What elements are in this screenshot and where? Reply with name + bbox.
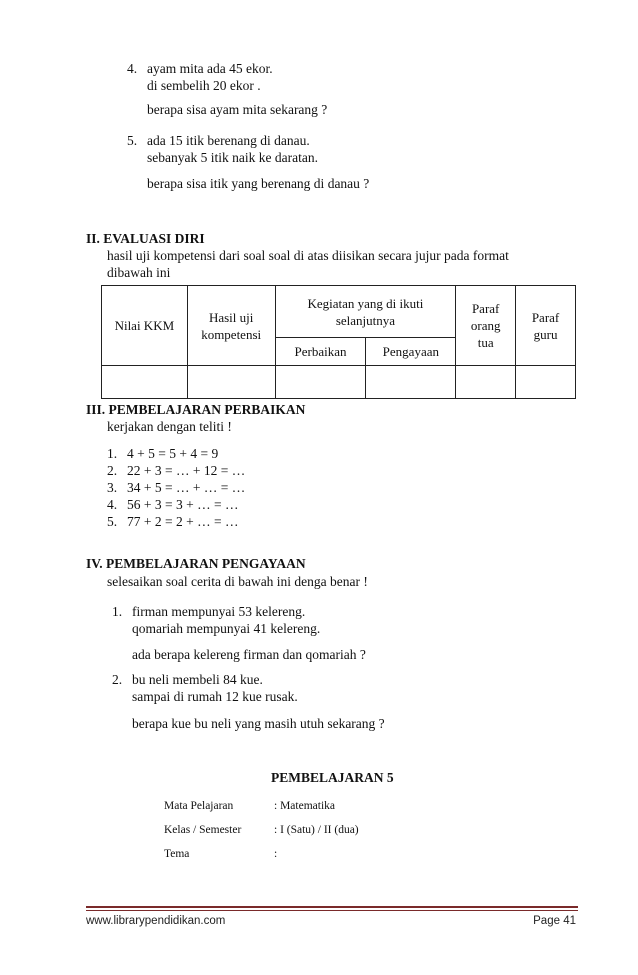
problem-4-question: berapa sisa ayam mita sekarang ? (147, 102, 328, 117)
info-value-mata-pelajaran: : Matematika (274, 800, 335, 812)
section-4-heading: IV. PEMBELAJARAN PENGAYAAN (86, 556, 306, 571)
problem-5-line2: sebanyak 5 itik naik ke daratan. (147, 150, 318, 165)
cell-perbaikan[interactable] (275, 366, 366, 399)
section-4-instruction: selesaikan soal cerita di bawah ini denga benar ! (107, 574, 368, 589)
info-label-kelas-semester: Kelas / Semester (164, 824, 242, 836)
exercise-2-number: 2. (107, 463, 118, 478)
story-2-line1: bu neli membeli 84 kue. (132, 672, 263, 687)
footer-divider-thin (86, 910, 578, 911)
section-3-instruction: kerjakan dengan teliti ! (107, 419, 232, 434)
cell-paraf-orang-tua[interactable] (456, 366, 516, 399)
exercise-2-text: 22 + 3 = … + 12 = … (127, 463, 246, 478)
problem-4-line1: ayam mita ada 45 ekor. (147, 61, 273, 76)
story-1-number: 1. (112, 604, 123, 619)
exercise-3-text: 34 + 5 = … + … = … (127, 480, 246, 495)
section-3-heading: III. PEMBELAJARAN PERBAIKAN (86, 402, 306, 417)
info-value-kelas-semester: : I (Satu) / II (dua) (274, 824, 359, 836)
exercise-4-text: 56 + 3 = 3 + … = … (127, 497, 239, 512)
cell-pengayaan[interactable] (366, 366, 456, 399)
header-kegiatan: Kegiatan yang di ikuti selanjutnya (275, 286, 456, 338)
header-pengayaan: Pengayaan (366, 338, 456, 366)
story-2-line2: sampai di rumah 12 kue rusak. (132, 689, 298, 704)
evaluation-table (101, 285, 576, 399)
problem-4-line2: di sembelih 20 ekor . (147, 78, 261, 93)
footer-divider (86, 906, 578, 908)
exercise-4-number: 4. (107, 497, 118, 512)
pembelajaran-5-title: PEMBELAJARAN 5 (271, 770, 394, 785)
footer-website: www.librarypendidikan.com (86, 915, 226, 927)
story-1-question: ada berapa kelereng firman dan qomariah ? (132, 647, 366, 662)
story-2-number: 2. (112, 672, 123, 687)
header-hasil-uji: Hasil uji kompetensi (187, 286, 275, 366)
cell-paraf-guru[interactable] (516, 366, 576, 399)
exercise-5-text: 77 + 2 = 2 + … = … (127, 514, 239, 529)
info-label-mata-pelajaran: Mata Pelajaran (164, 800, 234, 812)
header-nilai-kkm: Nilai KKM (102, 286, 188, 366)
problem-5-question: berapa sisa itik yang berenang di danau ? (147, 176, 370, 191)
exercise-1-text: 4 + 5 = 5 + 4 = 9 (127, 446, 219, 461)
exercise-3-number: 3. (107, 480, 118, 495)
info-value-tema: : (274, 848, 278, 860)
problem-5-line1: ada 15 itik berenang di danau. (147, 133, 310, 148)
header-paraf-orang-tua: Paraf orang tua (456, 286, 516, 366)
cell-nilai-kkm[interactable] (102, 366, 188, 399)
story-1-line1: firman mempunyai 53 kelereng. (132, 604, 306, 619)
cell-hasil-uji[interactable] (187, 366, 275, 399)
problem-4-number: 4. (127, 61, 138, 76)
story-1-line2: qomariah mempunyai 41 kelereng. (132, 621, 321, 636)
section-2-line2: dibawah ini (107, 265, 171, 280)
info-label-tema: Tema (164, 848, 190, 860)
exercise-5-number: 5. (107, 514, 118, 529)
header-paraf-guru: Paraf guru (516, 286, 576, 366)
problem-5-number: 5. (127, 133, 138, 148)
footer-page-number: Page 41 (533, 915, 576, 927)
section-2-heading: II. EVALUASI DIRI (86, 231, 205, 246)
header-perbaikan: Perbaikan (275, 338, 366, 366)
exercise-1-number: 1. (107, 446, 118, 461)
section-2-line1: hasil uji kompetensi dari soal soal di atas diisikan secara jujur pada format (107, 248, 509, 263)
story-2-question: berapa kue bu neli yang masih utuh sekarang ? (132, 716, 385, 731)
